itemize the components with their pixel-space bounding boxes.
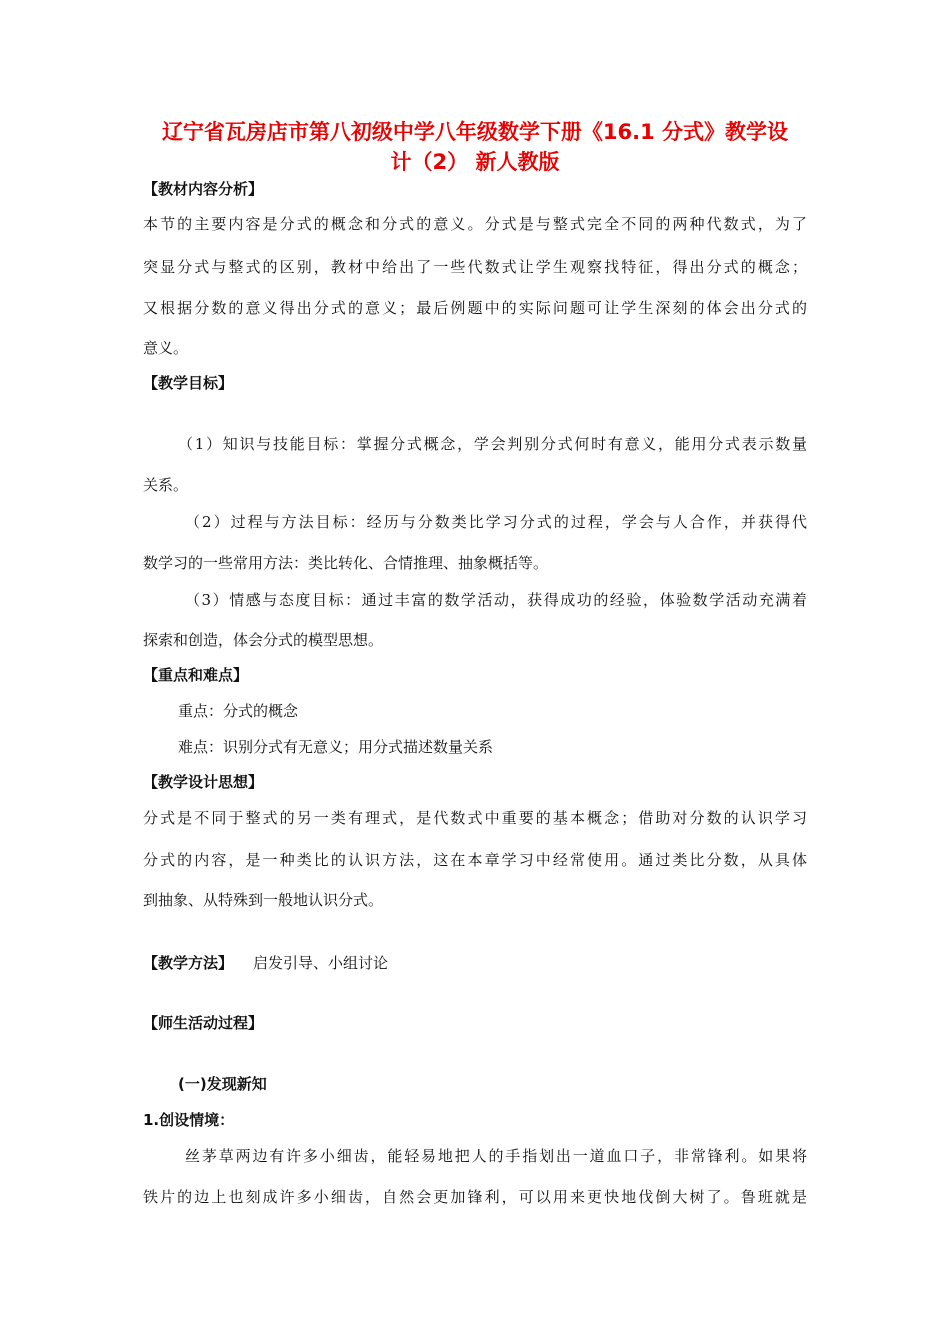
goal-line: 数学习的一些常用方法：类比转化、合情推理、抽象概括等。	[143, 554, 549, 572]
document-title-line-1: 辽宁省瓦房店市第八初级中学八年级数学下册《16.1 分式》教学设	[161, 120, 789, 144]
goal-line: （1）知识与技能目标：掌握分式概念，学会判别分式何时有意义，能用分式表示数量	[178, 435, 807, 453]
heading-method: 【教学方法】	[143, 954, 234, 972]
design-line: 分式是不同于整式的另一类有理式，是代数式中重要的基本概念；借助对分数的认识学习	[143, 809, 807, 827]
analysis-line: 突显分式与整式的区别，教材中给出了一些代数式让学生观察找特征，得出分式的概念；	[143, 258, 807, 276]
method-row	[143, 953, 388, 973]
process-line: 铁片的边上也刻成许多小细齿，自然会更加锋利，可以用来更快地伐倒大树了。鲁班就是	[143, 1188, 807, 1206]
goal-line: （2）过程与方法目标：经历与分数类比学习分式的过程，学会与人合作，并获得代	[185, 513, 807, 531]
subheading-discover: (一)发现新知	[178, 1075, 267, 1093]
design-line: 分式的内容，是一种类比的认识方法，这在本章学习中经常使用。通过类比分数，从具体	[143, 851, 807, 869]
goal-line: 探索和创造，体会分式的模型思想。	[143, 631, 384, 649]
method-text: 启发引导、小组讨论	[253, 954, 389, 972]
process-line: 丝茅草两边有许多小细齿，能轻易地把人的手指划出一道血口子，非常锋利。如果将	[185, 1147, 807, 1165]
heading-analysis: 【教材内容分析】	[143, 180, 264, 198]
analysis-line: 又根据分数的意义得出分式的意义；最后例题中的实际问题可让学生深刻的体会出分式的	[143, 299, 807, 317]
heading-process: 【师生活动过程】	[143, 1014, 264, 1032]
document-title-line-2: 计（2） 新人教版	[390, 150, 560, 174]
keypoint-line: 重点：分式的概念	[178, 702, 299, 720]
design-line: 到抽象、从特殊到一般地认识分式。	[143, 891, 384, 909]
keypoint-line: 难点：识别分式有无意义；用分式描述数量关系	[178, 738, 494, 756]
analysis-line: 意义。	[143, 339, 189, 357]
analysis-line: 本节的主要内容是分式的概念和分式的意义。分式是与整式完全不同的两种代数式，为了	[143, 215, 807, 233]
item-scenario: 1.创设情境：	[143, 1111, 235, 1129]
goal-line: 关系。	[143, 476, 189, 494]
heading-goals: 【教学目标】	[143, 374, 234, 392]
heading-keypoints: 【重点和难点】	[143, 666, 249, 684]
heading-design: 【教学设计思想】	[143, 773, 264, 791]
goal-line: （3）情感与态度目标：通过丰富的数学活动，获得成功的经验，体验数学活动充满着	[185, 591, 807, 609]
